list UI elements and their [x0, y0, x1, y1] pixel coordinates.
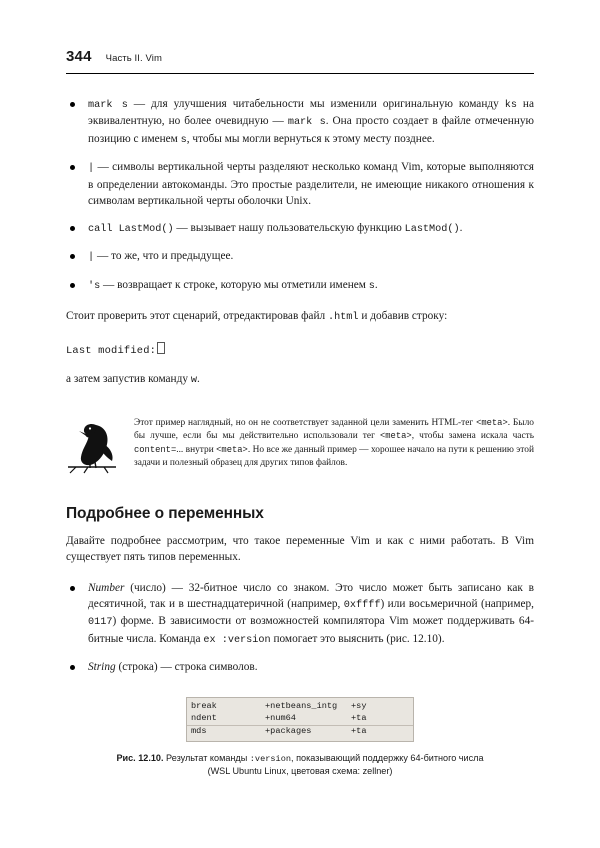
section-intro: Давайте подробнее рассмотрим, что такое переменные Vim и как с ними работать. В Vim существует пять типов переменных.: [66, 535, 534, 564]
caption-line-2: (WSL Ubuntu Linux, цветовая схема: zellner): [207, 766, 393, 777]
terminal-cell: +packages: [265, 726, 312, 736]
header-rule: [66, 73, 534, 74]
terminal-cell: mds: [191, 726, 207, 736]
code-text: Last modified:: [66, 345, 157, 358]
figure-image: [66, 697, 534, 742]
command-explanation-list: [66, 96, 534, 294]
variable-types-list: [66, 580, 534, 676]
list-item: Number (число) — 32-битное число со знаком. Это число может быть записано как в десятичной, так и в шестнадцатеричной (например, 0xffff) или восьмеричной (например, 0117) форме. В зависимости от возможностей компилятора Vim может поддерживать 64-битные числа. Команда ex :version помогает это выяснить (рис. 12.10).: [66, 580, 534, 648]
raven-icon: [66, 415, 118, 475]
caption-label: Рис. 12.10.: [116, 752, 164, 763]
figure-caption: [66, 752, 534, 779]
list-item: String (строка) — строка символов.: [66, 659, 534, 675]
page-header: [66, 48, 534, 71]
terminal-row: [187, 701, 413, 713]
terminal-cell: +netbeans_intg: [265, 701, 338, 712]
list-item: 's — возвращает к строке, которую мы отметили именем s.: [66, 277, 534, 294]
caption-line-1: [66, 752, 534, 765]
page-number: 344: [66, 48, 92, 65]
note-box: [66, 415, 534, 475]
code-sample-line: [66, 342, 534, 357]
list-item: call LastMod() — вызывает нашу пользовательскую функцию LastMod().: [66, 220, 534, 237]
note-text: Этот пример наглядный, но он не соответствует заданной цели заменить HTML-тег <meta>. Было бы лучше, если бы мы действительно использовали тег <meta>, чтобы замена искала часть content=... внутри <meta>. Но все же данный пример — хорошее начало на пути к решению этой задачи и полезный образец для других типов файлов.: [134, 418, 534, 469]
running-head: Часть II. Vim: [105, 53, 162, 64]
paragraph-check-script: Стоит проверить этот сценарий, отредактировав файл .html и добавив строку:: [66, 310, 448, 324]
terminal-row: [187, 713, 413, 725]
list-item: mark s — для улучшения читабельности мы изменили оригинальную команду ks на эквивалентную, но более очевидную — mark s. Она просто создает в файле отмеченную позицию с именем s, чтобы мы могли вернуться к этому месту позднее.: [66, 96, 534, 148]
caption-text-after: , показывающий поддержку 64-битного числа: [291, 752, 484, 763]
cursor-block-icon: [157, 342, 165, 354]
terminal-cell: ndent: [191, 713, 217, 724]
terminal-cell: +ta: [351, 713, 367, 724]
terminal-screenshot: [186, 697, 414, 742]
list-item: | — то же, что и предыдущее.: [66, 248, 534, 265]
terminal-row: [187, 726, 413, 738]
terminal-cell: +ta: [351, 726, 367, 736]
paragraph-then-run: а затем запустив команду w.: [66, 373, 200, 387]
caption-text-before: Результат команды: [163, 752, 250, 763]
list-item: | — символы вертикальной черты разделяют несколько команд Vim, которые выполняются в определении автокоманды. Это простые разделители, не имеющие никакого отношения к символам вертикальной черты оболочки Unix.: [66, 159, 534, 209]
section-heading: Подробнее о переменных: [66, 505, 264, 523]
caption-command: :version: [249, 753, 292, 764]
terminal-cell: break: [191, 701, 217, 712]
terminal-cell: +sy: [351, 701, 367, 712]
terminal-cell: +num64: [265, 713, 296, 724]
